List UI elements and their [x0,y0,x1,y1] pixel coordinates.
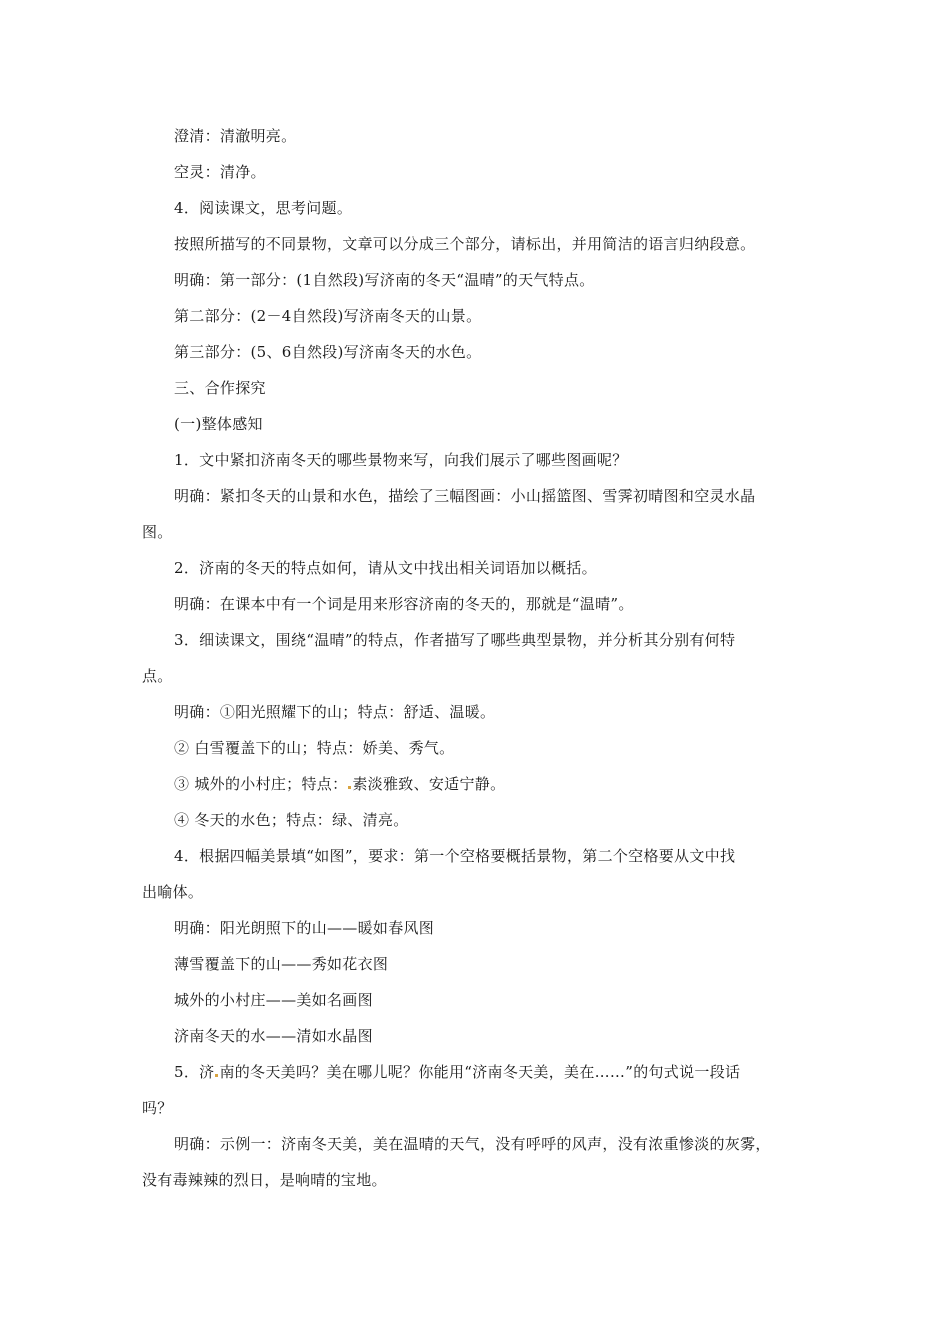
text-line: 明确：示例一：济南冬天美，美在温晴的天气，没有呼呼的风声，没有浓重惨淡的灰雾， [174,1135,771,1153]
text-line: 城外的小村庄——美如名画图 [174,991,373,1009]
text-line: 第二部分：(2－4自然段)写济南冬天的山景。 [174,307,482,325]
text-line: 明确：①阳光照耀下的山；特点：舒适、温暖。 [174,703,496,721]
text-line: 明确：第一部分：(1自然段)写济南的冬天“温晴”的天气特点。 [174,271,595,289]
text-line: 2．济南的冬天的特点如何，请从文中找出相关词语加以概括。 [174,559,597,577]
text-segment: 南的冬天美吗？美在哪儿呢？你能用“济南冬天美，美在……”的句式说一段话 [219,1063,741,1081]
text-line [174,1062,740,1082]
section-heading: 三、合作探究 [174,379,266,397]
text-line: ② 白雪覆盖下的山；特点：娇美、秀气。 [174,739,455,757]
text-line: 明确：阳光朗照下的山——暖如春风图 [174,919,435,937]
text-line: 3．细读课文，围绕“温晴”的特点，作者描写了哪些典型景物，并分析其分别有何特 [174,631,736,649]
text-line: 第三部分：(5、6自然段)写济南冬天的水色。 [174,343,482,361]
text-segment: ③ 城外的小村庄；特点： [174,775,348,793]
text-line: 1．文中紧扣济南冬天的哪些景物来写，向我们展示了哪些图画呢？ [174,451,628,469]
text-line: 没有毒辣辣的烈日，是响晴的宝地。 [142,1171,387,1189]
text-line: 按照所描写的不同景物，文章可以分成三个部分，请标出，并用简洁的语言归纳段意。 [174,235,756,253]
text-line: 澄清：清澈明亮。 [174,127,297,145]
text-line: 点。 [142,667,173,685]
text-line: 吗？ [142,1099,173,1117]
text-line: 薄雪覆盖下的山——秀如花衣图 [174,955,389,973]
subsection-heading: (一)整体感知 [174,415,263,433]
text-line: 4．根据四幅美景填“如图”，要求：第一个空格要概括景物，第二个空格要从文中找 [174,847,736,865]
text-line: 明确：在课本中有一个词是用来形容济南的冬天的，那就是“温晴”。 [174,595,634,613]
text-line: ④ 冬天的水色；特点：绿、清亮。 [174,811,409,829]
text-line: 济南冬天的水——清如水晶图 [174,1027,373,1045]
text-segment: 素淡雅致、安适宁静。 [352,775,506,793]
text-line: 明确：紧扣冬天的山景和水色，描绘了三幅图画：小山摇篮图、雪霁初晴图和空灵水晶 [174,487,756,505]
text-segment: 5．济 [174,1063,215,1081]
text-line [174,774,505,794]
text-line: 图。 [142,523,173,541]
mark-dot [215,1074,218,1077]
text-line: 4．阅读课文，思考问题。 [174,199,353,217]
text-line: 空灵：清净。 [174,163,266,181]
text-line: 出喻体。 [142,883,204,901]
mark-dot [348,786,351,789]
